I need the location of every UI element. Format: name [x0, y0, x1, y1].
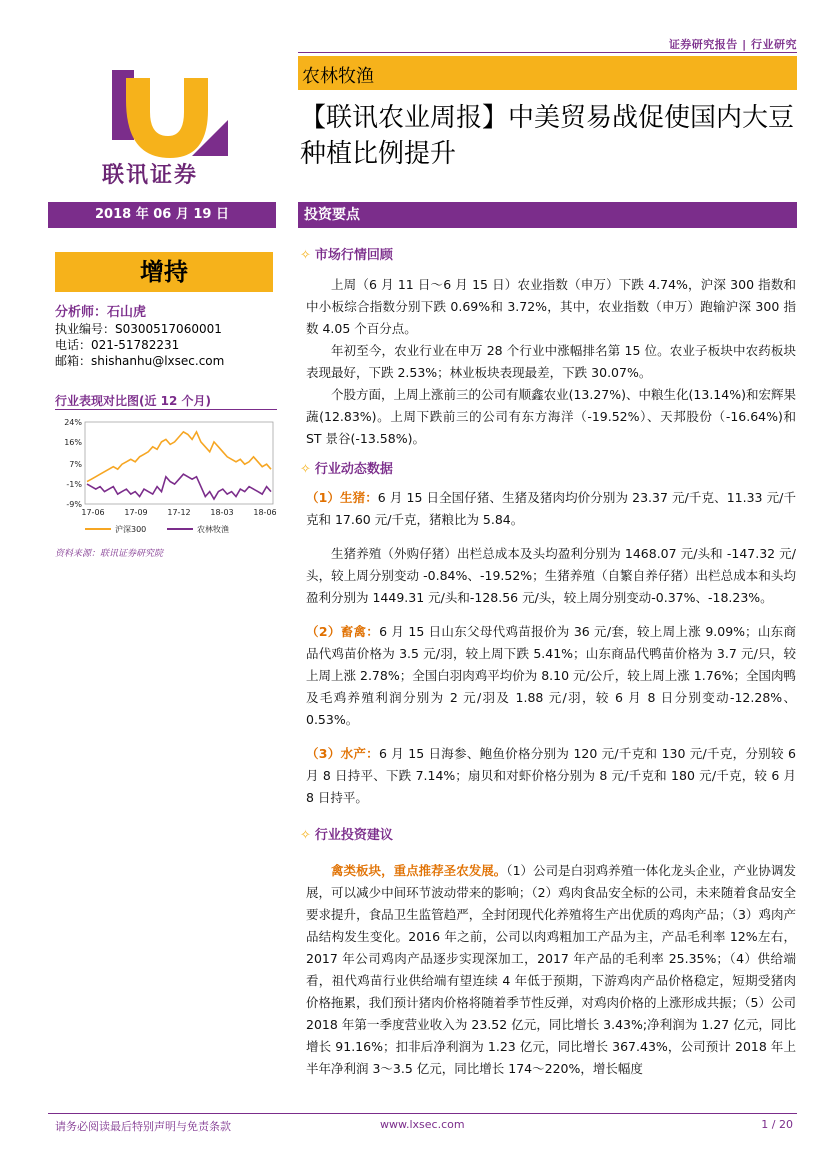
report-date: 2018 年 06 月 19 日 [48, 202, 276, 228]
paragraph: 禽类板块，重点推荐圣农发展。（1）公司是白羽鸡养殖一体化龙头企业，产业协调发展，可以减少中间环节波动带来的影响；（2）鸡肉食品安全标的公司，未来随着食品安全要求提升，食品卫生监管趋严，全封闭现代化养殖将生产出优质的鸡肉产品；（3）鸡肉产品结构发生变化。2016 年之前，公司以肉鸡粗加工产品为主，产品毛利率 12%左右，2017 年公司鸡肉产品逐步实现深加工，2017 年产品的毛利率 25.35%；（4）供给端看，祖代鸡苗行业供给端有望连续 4 年低于预期，下游鸡肉产品价格稳定，短期受猪肉价格拖累，我们预计猪肉价格将随着季节性反弹，对鸡肉价格的上涨形成共振；（5）公司 2018 年第一季度营业收入为 23.52 亿元，同比增长 3.43%;净利润为 1.27 亿元，同比增长 91.16%；扣非后净利润为 1.23 亿元，同比增长 367.43%，公司预计 2018 年上半年净利润 3～3.5 亿元，同比增长 174～220%，增长幅度 [306, 863, 796, 1076]
x-tick-label: 17-12 [167, 508, 191, 517]
series-line [87, 474, 271, 499]
analyst-email: 邮箱：shishanhu@lxsec.com [55, 354, 225, 368]
legend-label: 沪深300 [115, 525, 147, 534]
paragraph: （1）生猪：6 月 15 日全国仔猪、生猪及猪肉均价分别为 23.37 元/千克、11.33 元/千克和 17.60 元/千克，猪粮比为 5.84。 [306, 490, 796, 527]
legend-label: 农林牧渔 [197, 525, 229, 534]
paragraph: 上周（6 月 11 日～6 月 15 日）农业指数（申万）下跌 4.74%，沪深 300 指数和中小板综合指数分别下跌 0.69%和 3.72%，其中，农业指数（申万）跑输沪深 300 指数 4.05 个百分点。 [306, 277, 796, 336]
x-tick-label: 18-03 [210, 508, 234, 517]
chart-divider [55, 409, 277, 410]
report-title: 【联讯农业周报】中美贸易战促使国内大豆种植比例提升 [300, 103, 795, 169]
x-tick-label: 17-09 [124, 508, 148, 517]
analyst-license: 执业编号：S0300517060001 [55, 322, 222, 336]
sector-label: 农林牧渔 [302, 66, 374, 87]
investment-advice-text [306, 860, 796, 1080]
analyst-name: 分析师：石山虎 [55, 305, 147, 320]
footer-website[interactable]: www.lxsec.com [380, 1118, 465, 1131]
paragraph: 年初至今，农业行业在申万 28 个行业中涨幅排名第 15 位。农业子板块中农药板块表现最好，下跌 2.53%；林业板块表现最差，下跌 30.07%。 [306, 343, 796, 380]
section-title: 投资要点 [298, 202, 797, 228]
diamond-icon: ✧ [300, 462, 311, 477]
analyst-info [55, 305, 224, 369]
y-tick-label: 7% [69, 460, 82, 470]
rating-badge: 增持 [55, 252, 273, 292]
market-review-heading: ✧ 市场行情回顾 [300, 248, 393, 263]
page-number: 1 / 20 [761, 1118, 793, 1131]
diamond-icon: ✧ [300, 828, 311, 843]
y-tick-label: 24% [64, 418, 82, 427]
x-tick-label: 18-06 [253, 508, 277, 517]
industry-data-heading: ✧ 行业动态数据 [300, 462, 393, 477]
sector-bar [298, 56, 797, 90]
y-tick-label: -1% [66, 480, 82, 490]
industry-data-text [306, 487, 796, 809]
analyst-phone: 电话：021-51782231 [55, 338, 180, 352]
paragraph: （3）水产：6 月 15 日海参、鲍鱼价格分别为 120 元/千克和 130 元/千克，分别较 6 月 8 日持平、下跌 7.14%；扇贝和对虾价格分别为 8 元/千克和 180 元/千克，较 6 月 8 日持平。 [306, 746, 796, 805]
y-tick-label: -9% [66, 500, 82, 509]
paragraph: 生猪养殖（外购仔猪）出栏总成本及头均盈利分别为 1468.07 元/头和 -147.32 元/头，较上周分别变动 -0.84%、-19.52%；生猪养殖（自繁自养仔猪）出栏总成本和头均盈利分别为 1449.31 元/头和-128.56 元/头，较上周分别变动-0.37%、-18.23%。 [306, 546, 796, 605]
logo-text: 联讯证券 [102, 163, 199, 188]
market-review-text [306, 274, 796, 450]
diamond-icon: ✧ [300, 248, 311, 263]
chart-source: 资料来源：联讯证券研究院 [55, 549, 164, 559]
series-line [87, 432, 271, 482]
footer-disclaimer[interactable]: 请务必阅读最后特别声明与免责条款 [55, 1120, 231, 1133]
footer-divider [48, 1113, 797, 1114]
x-tick-label: 17-06 [81, 508, 105, 517]
report-type: 证券研究报告 | 行业研究 [668, 38, 797, 51]
paragraph: （2）畜禽：6 月 15 日山东父母代鸡苗报价为 36 元/套，较上周上涨 9.09%；山东商品代鸡苗价格为 3.5 元/羽，较上周下跌 5.41%；山东商品代鸭苗价格为 3.7 元/只，较上周上涨 2.78%；全国白羽肉鸡平均价为 8.10 元/公斤，较上周上涨 1.76%；全国肉鸭及毛鸡养殖利润分别为 2 元/羽及 1.88 元/羽，较 6 月 8 日分别变动-12.28%、0.53%。 [306, 624, 796, 727]
performance-chart [55, 412, 277, 542]
header-divider [298, 52, 797, 53]
chart-title: 行业表现对比图(近 12 个月) [55, 394, 212, 408]
y-tick-label: 16% [64, 437, 82, 447]
paragraph: 个股方面，上周上涨前三的公司有顺鑫农业(13.27%)、中粮生化(13.14%)和宏辉果蔬(12.83%)。上周下跌前三的公司有东方海洋（-19.52%）、天邦股份（-16.64%)和 ST 景谷(-13.58%)。 [306, 387, 796, 446]
investment-advice-heading: ✧ 行业投资建议 [300, 828, 393, 843]
